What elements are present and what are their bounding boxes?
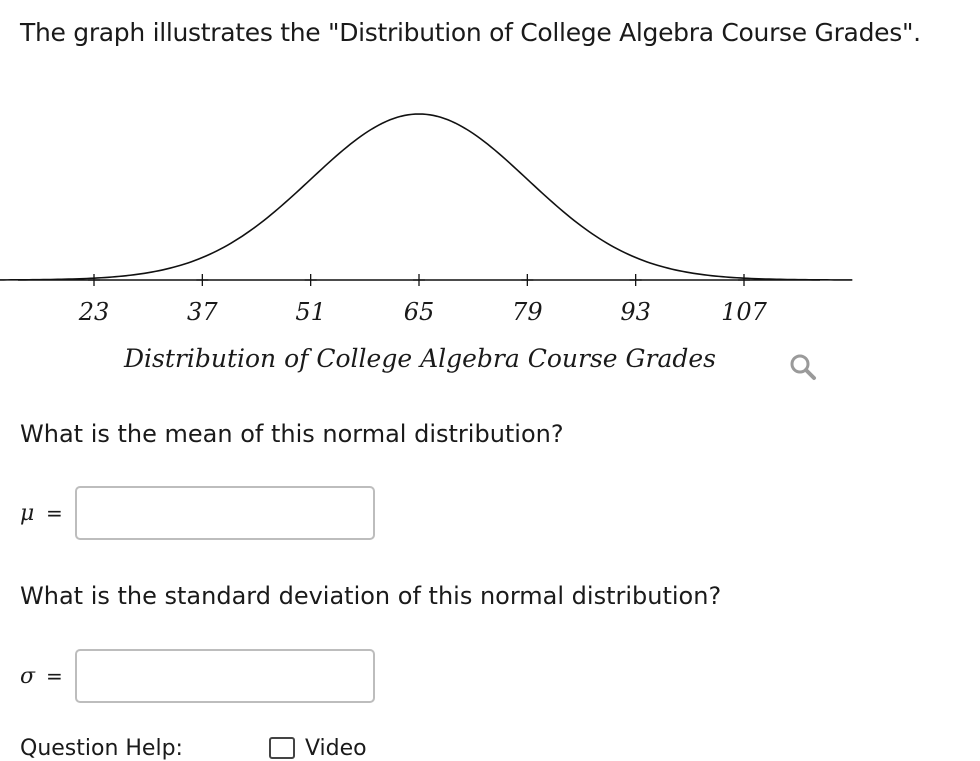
x-tick-label-6: 107 [721,298,767,326]
video-icon[interactable] [269,737,295,759]
mu-symbol: μ [20,500,35,526]
x-tick-label-1: 37 [187,298,218,326]
mean-answer-row [20,486,375,540]
mean-input[interactable] [75,486,375,540]
video-link[interactable]: Video [304,736,367,761]
mean-question: What is the mean of this normal distribution? [20,420,564,448]
sigma-symbol: σ [20,663,36,689]
sd-question: What is the standard deviation of this normal distribution? [20,582,722,610]
sd-input[interactable] [75,649,375,703]
x-tick-label-0: 23 [78,298,110,326]
question-help-label: Question Help: [20,736,183,761]
question-help-bar [20,734,367,761]
magnifier-icon[interactable] [786,350,820,384]
intro-text: The graph illustrates the "Distribution of College Algebra Course Grades". [20,18,921,47]
sd-equals-sign: = [46,664,63,688]
x-tick-label-5: 93 [620,298,651,326]
sd-answer-row [20,649,375,703]
x-tick-label-3: 65 [403,298,435,326]
x-tick-label-4: 79 [512,298,543,326]
x-axis-title: Distribution of College Algebra Course Grades [124,344,716,373]
x-tick-label-2: 51 [295,298,326,326]
x-axis-tick-labels [78,298,768,326]
mean-equals-sign: = [46,501,63,525]
normal-distribution-chart [0,80,980,400]
bell-curve-line [0,114,852,280]
